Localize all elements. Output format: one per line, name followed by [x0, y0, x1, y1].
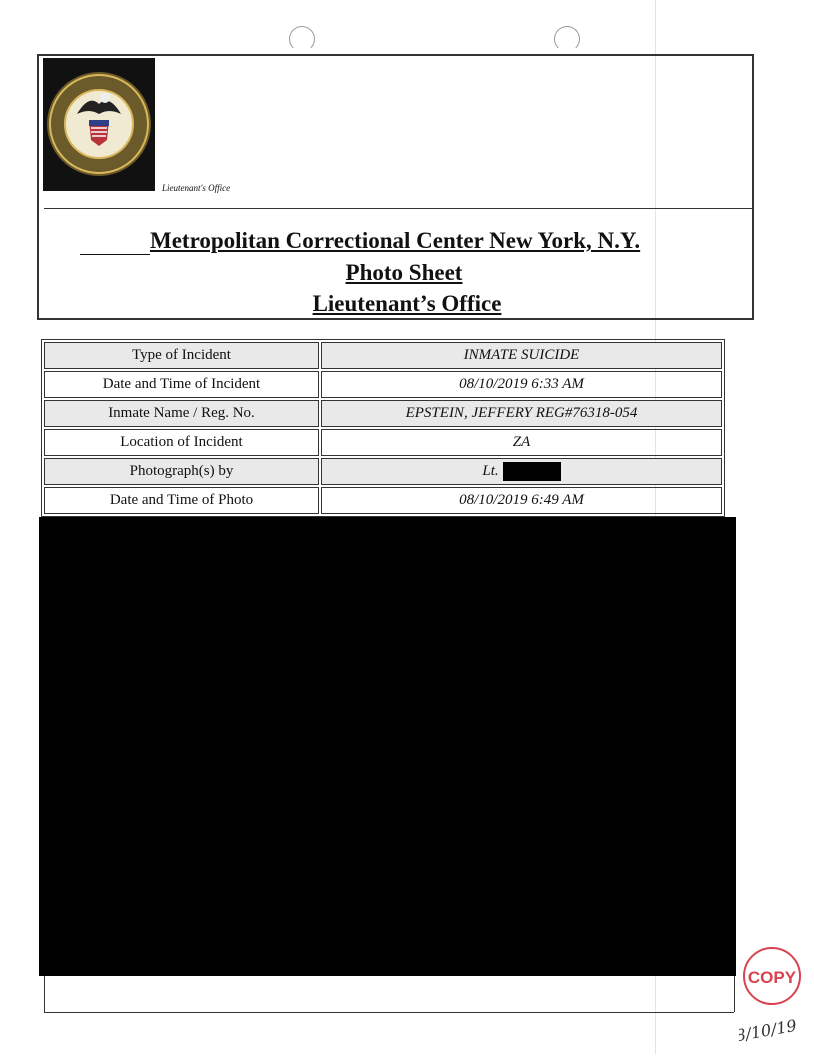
incident-table — [41, 339, 725, 517]
row-label: Date and Time of Photo — [44, 487, 319, 514]
row-label: Type of Incident — [44, 342, 319, 369]
page-title: Metropolitan Correctional Center New York, N.Y. — [150, 228, 641, 253]
subtitle-photo-sheet: Photo Sheet — [345, 260, 463, 285]
photographer-prefix: Lt. — [482, 462, 499, 479]
table-row — [44, 342, 722, 369]
frame-left-line — [44, 976, 45, 1012]
punch-hole-right — [554, 26, 580, 52]
row-value: INMATE SUICIDE — [321, 342, 722, 369]
subtitle-office: Lieutenant’s Office — [312, 291, 502, 316]
row-value: ZA — [321, 429, 722, 456]
table-row — [44, 429, 722, 456]
row-value: EPSTEIN, JEFFERY REG#76318-054 — [321, 400, 722, 427]
title-leader-line — [80, 254, 150, 255]
doj-bop-seal — [43, 58, 155, 191]
office-label: Lieutenant's Office — [162, 183, 231, 193]
redaction-block — [39, 517, 736, 976]
frame-bottom-line — [44, 1012, 734, 1013]
table-row — [44, 487, 722, 514]
handwritten-date: 8/10/19 — [739, 1015, 799, 1046]
row-value: 08/10/2019 6:33 AM — [321, 371, 722, 398]
table-row — [44, 371, 722, 398]
copy-stamp-text: COPY — [747, 968, 797, 987]
row-label: Location of Incident — [44, 429, 319, 456]
punch-hole-left — [289, 26, 315, 52]
row-value — [321, 458, 722, 485]
redaction-bar — [503, 462, 561, 481]
frame-right-line — [734, 976, 735, 1012]
row-label: Photograph(s) by — [44, 458, 319, 485]
row-value: 08/10/2019 6:49 AM — [321, 487, 722, 514]
row-label: Inmate Name / Reg. No. — [44, 400, 319, 427]
table-row — [44, 400, 722, 427]
row-label: Date and Time of Incident — [44, 371, 319, 398]
copy-stamp — [739, 944, 809, 1057]
table-row — [44, 458, 722, 485]
header-divider — [44, 208, 754, 209]
